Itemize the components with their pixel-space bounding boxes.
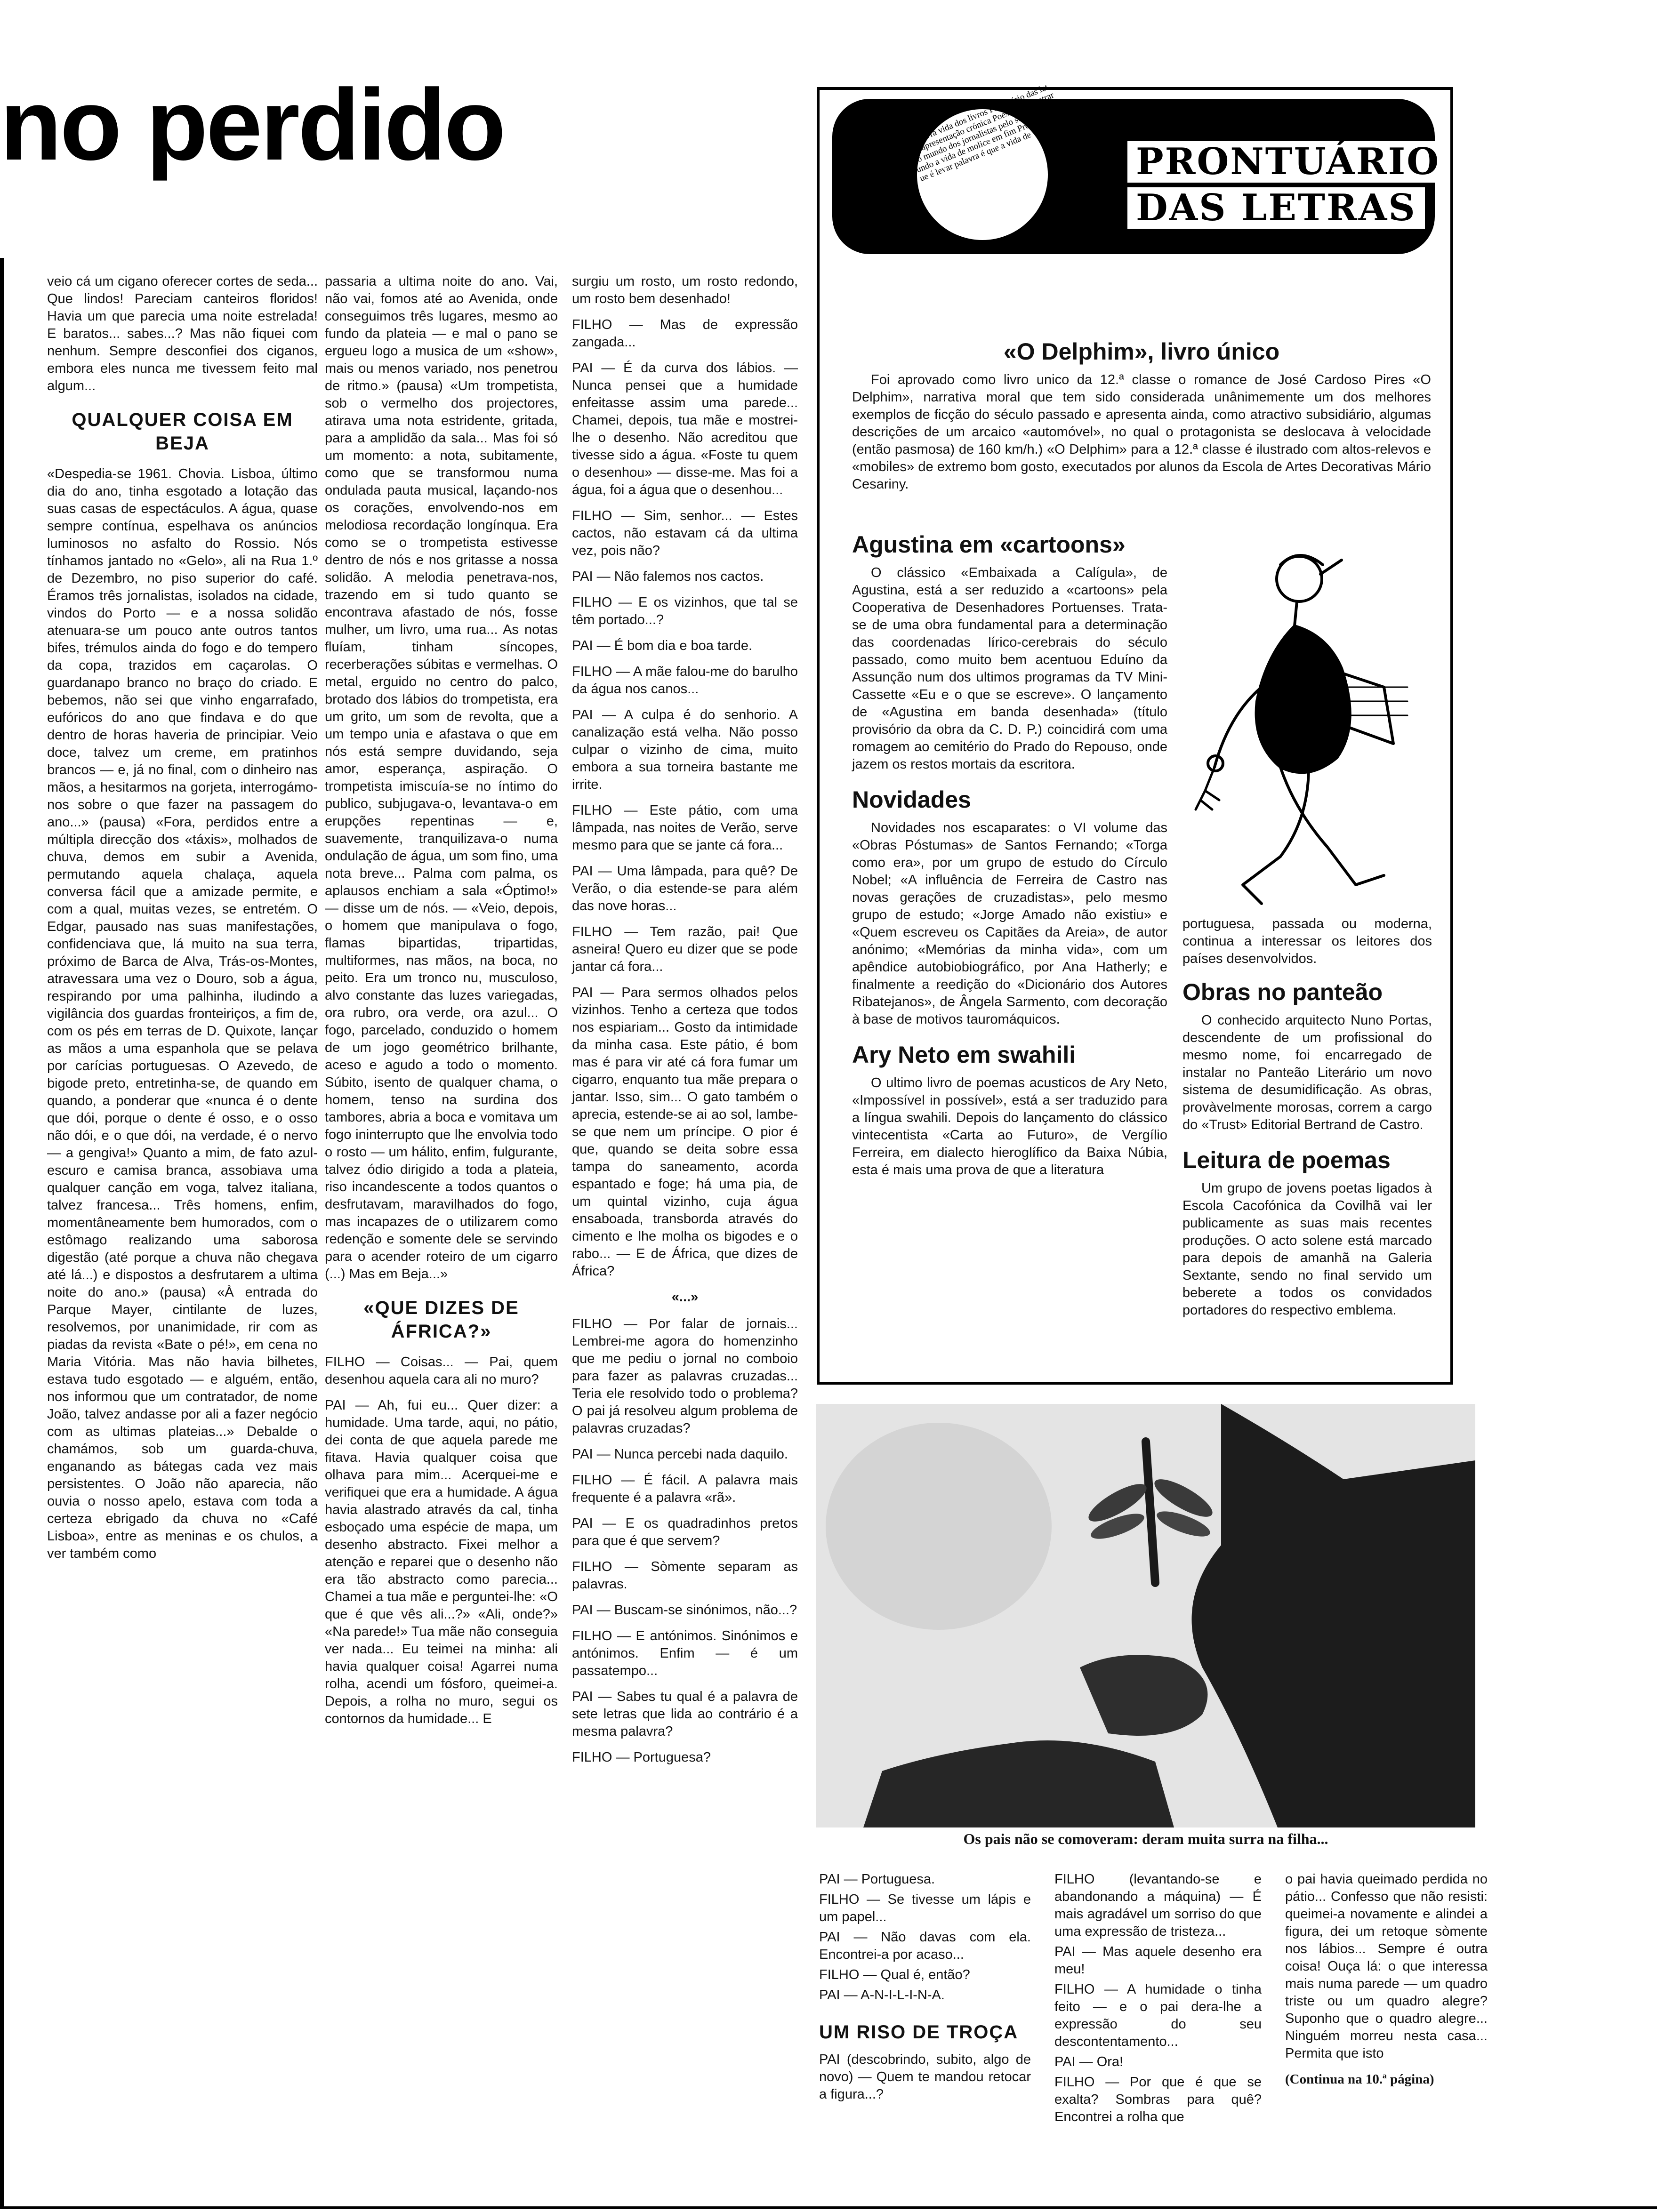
- dialogue-line: FILHO — Por que é que se exalta? Sombras para quê? Encontrei a rolha que: [1054, 2075, 1262, 2124]
- dialogue-line: PAI — Para sermos olhados pelos vizinhos. Tenho a certeza que todos nos espiariam... Gosto da intimidade da minha casa. Este pátio, é bom mas é para vir até cá fora fumar um cigarro, enquanto tua mãe prepara o jantar. Isso, sim... O gato também o aprecia, estende-se ai ao sol, lambe-se que nem um príncipe. O pior é que, quando se deita sobre essa tampa do saneamento, acorda espantado e foge; há uma pia, de um quintal vizinho, cuja água ensaboada, transborda através do cimento e lhe molha os bigodes e o rabo... — E de África, que dizes de África?: [572, 985, 798, 1279]
- globe-icon: [904, 82, 1061, 240]
- dialogue-line: PAI — Não davas com ela. Encontrei-a por acaso...: [819, 1930, 1031, 1962]
- globe-text: a palavra vida dos livros Prontuário das letras apresentação crónica Poesia de penetrar no mundo dos jornalistas pelo sentido de mundo a vida de molice em fim Prontuário que é levar palavra é que a vida de: [904, 82, 1061, 184]
- dialogue-line: FILHO — Mas de expressão zangada...: [572, 317, 798, 350]
- dialogue-line: PAI — Buscam-se sinónimos, não...?: [572, 1603, 797, 1618]
- dialogue-line: FILHO — Se tivesse um lápis e um papel...: [819, 1892, 1031, 1924]
- column1-body: «Despedia-se 1961. Chovia. Lisboa, último dia do ano, tinha esgotado a lotação das suas casas de espectáculos. A água, quase sempre contínua, espelhava os anúncios luminosos no asfalto do Rossio. Nós tínhamos jantado no «Gelo», ali na Rua 1.º de Dezembro, no piso superior do café. Éramos três jornalistas, isolados na cidade, vindos do Porto — e a nossa solidão atenuara-se um pouco ante outros tantos bifes, trémulos ainda do fogo e do tempero da copa, trazidos em caçarolas. O guardanapo branco no braço do criado. E bebemos, não sei que vinho engarrafado, eufóricos do ano que findava e do que dentro de horas haveria de principiar. Veio doce, talvez um creme, em pratinhos brancos — e, já no final, com o dinheiro nas mãos, a hesitarmos na gorjeta, interrogámo-nos sobre o que fazer na passagem do ano...» (pausa) «Fora, perdidos entre a múltipla direcção dos «táxis», molhados de chuva, demos em subir a Avenida, permutando aquela chalaça, aquela conversa fácil que a amizade permite, e com a qual, muitas vezes, se entretém. O Edgar, pausado nas suas manifestações, confidenciava que, lá muito na sua terra, próximo de Barca de Alva, Trás-os-Montes, atravessara uma vez o Douro, sob a água, respirando por uma palhinha, iludindo a vigilância dos guardas fronteiriços, a fim de, com os pés em terras de D. Quixote, lançar as mãos a uma espanhola que se pelava por carícias portuguesas. O Azevedo, de bigode preto, entretinha-se, de quando em quando, a ponderar que «nunca é o dente que dói, porque o dente é osso, e o osso não dói, e o que dói, na verdade, é o nervo — a gengiva!» Quanto a mim, de fato azul-escuro e camisa branca, assobiava uma qualquer canção em voga, talvez italiana, talvez francesa... Três homens, enfim, momentâneamente bem humorados, com o estômago realizando uma saborosa digestão (até porque a chuva não chegava até lá...) e dispostos a desfrutarem a ultima noite do ano.» (pausa) «À entrada do Parque Mayer, cintilante de luzes, resolvemos, por unanimidade, rir com as piadas da revista «Bate o pé!», em cena no Maria Vitória. Mas não havia bilhetes, estava tudo esgotado — e alguém, então, nos informou que um contratador, de nome João, talvez andasse por ali a fazer negócio com as ultimas plateias...» Debalde o chamámos, sob um guarda-chuva, enganando as bátegas cada vez mais persistentes. O João não aparecia, não ouvia o nosso apelo, estava com toda a certeza ebrigado da chuva no «Café Lisboa», entre as meninas e os chulos, a ver também como: [47, 466, 318, 1561]
- column1-intro: veio cá um cigano oferecer cortes de seda... Que lindos! Pareciam canteiros floridos! Havia um que parecia uma noite estrelada! E baratos... sabes...? Mas não fiquei com nenhum. Sempre desconfiei dos ciganos, embora eles nunca me tivessem feito mal algum...: [47, 274, 318, 393]
- dialogue-line: FILHO (levantando-se e abandonando a máquina) — É mais agradável um sorriso do que uma expressão de tristeza...: [1054, 1872, 1262, 1939]
- dialogue-line: PAI — Portuguesa.: [819, 1872, 935, 1887]
- prontuario-left-column: [852, 529, 1167, 1186]
- column2-body: passaria a ultima noite do ano. Vai, não vai, fomos até ao Avenida, onde conseguimos três lugares, mesmo ao fundo da plateia — e mal o pano se ergueu logo a musica de um «show», mais ou menos variado, nos penetrou de ritmo.» (pausa) «Um trompetista, sob o vermelho dos projectores, atirava uma nota estridente, gritada, para a amplidão da sala... Mas foi só um momento: a nota, subitamente, como que se transformou numa ondulada pauta musical, laçando-nos os corações, envolvendo-nos em melodiosa recordação longínqua. Era como se o trompetista estivesse dentro de nós e nos gritasse a nossa solidão. A melodia penetrava-nos, trazendo em si tudo quanto se encontrava afastado de nós, fosse mulher, um livro, uma rua... As notas fluíam, tinham síncopes, recerberações súbitas e vermelhas. O metal, erguido no centro do palco, brotado dos lábios do trompetista, era um grito, um som de revolta, que a um tempo unia e afastava o que em nós está sempre duvidando, seja amor, esperança, aspiração. O trompetista imiscuía-se no íntimo do publico, subjugava-o, levantava-o em erupções repentinas — e, suavemente, tranquilizava-o numa ondulação de água, um som fino, uma nota breve... Palma com palma, os aplausos enchiam a sala «Óptimo!» — disse um de nós. — «Veio, depois, o homem que manipulava o fogo, flamas bipartidas, tripartidas, multiformes, nas mãos, na boca, no peito. Era um tronco nu, musculoso, alvo constante das luzes variegadas, ora rubro, ora verde, ora azul... O fogo, parcelado, conduzido o homem de um jogo geométrico brilhante, aceso e agudo a todo o momento. Súbito, isento de qualquer chama, o homem, tenso na surdina dos tambores, abria a boca e vomitava um fogo ininterrupto que lhe envolvia todo o rosto — um hálito, enfim, fulgurante, talvez ódio dirigido a toda a plateia, riso incandescente a todos quantos o desfrutavam, maravilhados do fogo, mas incapazes de o utilizarem como redenção e somente dele se servindo para o acender roteiro de um cigarro (...) Mas em Beja...»: [325, 274, 558, 1282]
- dialogue-line: FILHO — Sim, senhor... — Estes cactos, não estavam cá da ultima vez, pois não?: [572, 508, 798, 558]
- dialogue-line: FILHO — Qual é, então?: [819, 1967, 970, 1982]
- prontuario-title-line-2: DAS LETRAS: [1127, 187, 1425, 229]
- dialogue-line: PAI — Ora!: [1054, 2054, 1124, 2069]
- bottom-column-b: [1054, 1871, 1262, 2129]
- article-title: Obras no panteão: [1182, 979, 1383, 1005]
- dialogue-line: PAI — Não falemos nos cactos.: [572, 569, 764, 584]
- article-text: O ultimo livro de poemas acusticos de Ary Neto, «Impossível in possível», está a ser traduzido para a língua swahili. Depois do lançamento do clássico vintecentista «Carta ao Futuro», de Vergílio Ferreira, em dialecto hieroglífico da Baixa Núbia, esta é mais uma prova de que a literatura: [852, 1075, 1167, 1178]
- article-title: Ary Neto em swahili: [852, 1042, 1076, 1068]
- article-title: Leitura de poemas: [1182, 1147, 1391, 1173]
- left-border-rule: [0, 258, 4, 2206]
- dialogue-line: FILHO — E os vizinhos, que tal se têm portado...?: [572, 595, 798, 627]
- article-column-3: [572, 273, 798, 1775]
- prontuario-right-column: [1182, 915, 1432, 1326]
- dialogue-line: surgiu um rosto, um rosto redondo, um rosto bem desenhado!: [572, 274, 798, 306]
- dialogue-line: PAI — É bom dia e boa tarde.: [572, 638, 753, 653]
- dialogue-line: PAI — A culpa é do senhorio. A canalização está velha. Não posso culpar o vizinho de cima, muito embora a sua torneira bastante me irrite.: [572, 707, 798, 792]
- dialogue-line: FILHO — Por falar de jornais... Lembrei-me agora do homenzinho que me pediu o jornal no comboio para fazer as palavras cruzadas... Teria ele resolvido todo o problema? O pai já resolveu algum problema de palavras cruzadas?: [572, 1316, 798, 1436]
- dialogue-line: PAI — Mas aquele desenho era meu!: [1054, 1944, 1262, 1977]
- article-continuation: portuguesa, passada ou moderna, continua a interessar os leitores dos países desenvolvidos.: [1182, 916, 1432, 966]
- dialogue-line: PAI (descobrindo, subito, algo de novo) — Quem te mandou retocar a figura...?: [819, 2052, 1031, 2102]
- column2-subheading: «QUE DIZES DE ÁFRICA?»: [363, 1298, 519, 1342]
- dialogue-line: FILHO — A humidade o tinha feito — e o pai dera-lhe a expressão do seu descontentamento...: [1054, 1982, 1262, 2049]
- dialogue-line: PAI — É da curva dos lábios. — Nunca pensei que a humidade enfeitasse assim uma parede... Chamei, depois, tua mãe e mostrei-lhe o desenho. Não acreditou que tivesse sido a água. «Foste tu quem o desenhou» — disse-me. Mas foi a água, foi a água que o desenhou...: [572, 361, 798, 497]
- article-text: Um grupo de jovens poetas ligados à Escola Cacofónica da Covilhã vai ler publicamente as suas mais recentes produções. O acto solene está marcado para depois de amanhã na Galeria Sextante, sendo no final servido um beberete a todos os convidados portadores do respectivo emblema.: [1182, 1181, 1432, 1318]
- dialogue-line: PAI — E os quadradinhos pretos para que é que servem?: [572, 1516, 798, 1548]
- bottom-subheading: UM RISO DE TROÇA: [819, 2022, 1019, 2043]
- dialogue-line: PAI — Uma lâmpada, para quê? De Verão, o dia estende-se para além das nove horas...: [572, 864, 798, 914]
- dialogue-line: FILHO — Tem razão, pai! Que asneira! Quero eu dizer que se pode jantar cá fora...: [572, 924, 798, 974]
- article-photo: [816, 1404, 1475, 1827]
- dialogue-line: FILHO — E antónimos. Sinónimos e antónimos. Enfim — é um passatempo...: [572, 1628, 798, 1678]
- dialogue-line: FILHO — É fácil. A palavra mais frequente é a palavra «rã».: [572, 1473, 798, 1505]
- photo-caption: Os pais não se comoveram: deram muita surra na filha...: [963, 1830, 1328, 1847]
- column1-subheading: QUALQUER COISA EM BEJA: [72, 409, 293, 454]
- article-column-2: [325, 273, 558, 1736]
- dialogue-line: FILHO — A mãe falou-me do barulho da água nos canos...: [572, 664, 798, 697]
- article-delphim: [852, 337, 1431, 500]
- prontuario-title-line-1: PRONTUÁRIO: [1127, 141, 1448, 183]
- dialogue-line: PAI — A-N-I-L-I-N-A.: [819, 1988, 945, 2003]
- article-text: Novidades nos escaparates: o VI volume das «Obras Póstumas» de Santos Fernando; «Torga como era», por um grupo de estudo do Círculo Nobel; «A influência de Ferreira de Castro nas novas gerações de cruzadistas», pelo mesmo grupo de estudo; «Jorge Amado não existiu» e «Quem escreveu os Capitães da Areia», de autor anónimo; «Memórias da minha vida», com um apêndice autobiobiográfico, por Ana Hatherly; e finalmente a reedição do «Dicionário dos Autores Ribatejanos», de Ângela Sarmento, com decoração à base de motivos tauromáquicos.: [852, 820, 1167, 1027]
- article-title: Novidades: [852, 786, 971, 813]
- article-title: Agustina em «cartoons»: [852, 531, 1126, 558]
- article-text: O conhecido arquitecto Nuno Portas, descendente de um profissional do mesmo nome, foi encarregado de instalar no Panteão Literário um novo sistema de desumidificação. As obras, provàvelmente morosas, correm a cargo do «Trust» Editorial Bertrand de Castro.: [1182, 1013, 1432, 1132]
- bottom-column-c: [1285, 1871, 1488, 2091]
- prontuario-title: [1127, 140, 1440, 249]
- continuation-note: (Continua na 10.ª página): [1285, 2072, 1434, 2087]
- dialogue-line: FILHO — Portuguesa?: [572, 1750, 711, 1765]
- article-column-1: [47, 273, 318, 1571]
- dialogue-line: FILHO — Sòmente separam as palavras.: [572, 1559, 798, 1592]
- dialogue-line: o pai havia queimado perdida no pátio... Confesso que não resisti: queimei-a novamente e alindei a figura, dei um retoque sòmente nos lábios... Sempre é outra coisa! Ouça lá: o que interessa mais numa parede — um quadro triste ou um quadro alegre? Suponho que o quadro alegre... Ninguém morreu nesta casa... Permita que isto: [1285, 1872, 1488, 2061]
- dialogue-line: FILHO — Coisas... — Pai, quem desenhou aquela cara ali no muro?: [325, 1354, 558, 1387]
- article-title: «O Delphim», livro único: [1003, 338, 1280, 365]
- cartoon-illustration: [1186, 546, 1436, 922]
- bottom-column-a: [819, 1871, 1031, 2106]
- section-separator: «...»: [671, 1290, 699, 1305]
- article-text: Foi aprovado como livro unico da 12.ª classe o romance de José Cardoso Pires «O Delphim», narrativa moral que tem sido considerada unânimemente um dos melhores exemplos de ficção do século passado e apresenta ainda, como atractivo subsidiário, algumas descrições de um arcaico «automóvel», no qual o protagonista se deslocava à velocidade (então pasmosa) de 160 km/h.) «O Delphim» para a 12.ª classe é ilustrado com altos-relevos e «mobiles» de extremo bom gosto, executados por alunos da Escola de Artes Decorativas Mário Cesariny.: [852, 372, 1431, 492]
- dialogue-line: PAI — Sabes tu qual é a palavra de sete letras que lida ao contrário é a mesma palavra?: [572, 1689, 798, 1739]
- article-text: O clássico «Embaixada a Calígula», de Agustina, está a ser reduzido a «cartoons» pela Cooperativa de Desenhadores Portuenses. Trata-se de uma obra fundamental para a determinação das coordenadas lírico-cerebrais do século passado, como muito bem acentuou Eduíno da Assunção num dos ultimos programas da TV Mini-Cassette «Eu e o que se escreve». O lançamento de «Agustina em banda desenhada» (título provisório da obra da C. D. P.) coincidirá com uma romagem ao cemitério do Prado do Repouso, onde jazem os restos mortais da escritora.: [852, 565, 1167, 772]
- photo-shapes: [816, 1404, 1475, 1827]
- bottom-border-rule: [0, 2206, 1657, 2209]
- dialogue-line: PAI — Nunca percebi nada daquilo.: [572, 1447, 788, 1462]
- dialogue-line: FILHO — Este pátio, com uma lâmpada, nas noites de Verão, serve mesmo para que se jante cá fora...: [572, 803, 798, 853]
- dialogue-line: PAI — Ah, fui eu... Quer dizer: a humidade. Uma tarde, aqui, no pátio, dei conta de que aquela parede me fitava. Havia qualquer coisa que olhava para mim... Acerquei-me e verifiquei que era a humidade. A água havia alastrado através da cal, tinha esboçado uma espécie de mapa, um desenho abstracto. Fixei melhor a atenção e reparei que o desenho não era tão abstracto como parecia... Chamei a tua mãe e perguntei-lhe: «O que é que vês ali...?» «Ali, onde?» «Na parede!» Tua mãe não conseguia ver nada... Eu teimei na minha: ali havia qualquer coisa! Agarrei numa rolha, acendi um fósforo, queimei-a. Depois, a rolha no muro, segui os contornos da humidade... E: [325, 1398, 558, 1726]
- page-headline: no perdido: [0, 68, 504, 181]
